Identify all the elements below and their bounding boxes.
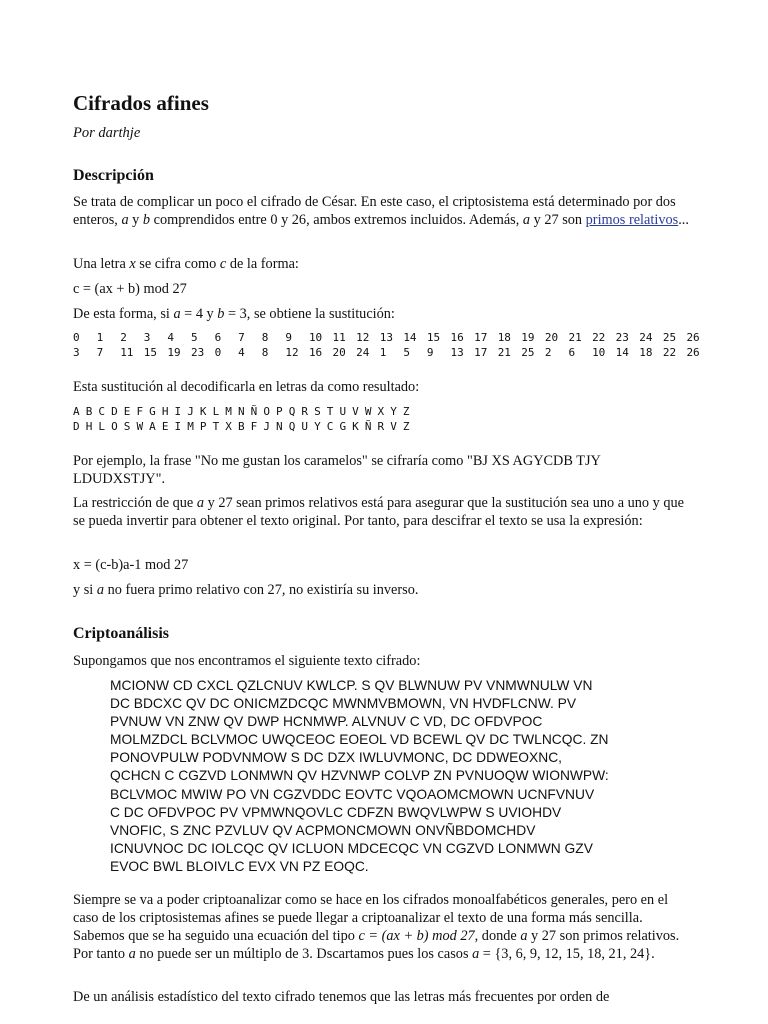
analysis-paragraph: Siempre se va a poder criptoanalizar como se hace en los cifrados monoalfabéticos generales, pero en el caso de los criptosistemas afines se puede llegar a criptoanalizar el texto de una forma más sencilla. Sabemos que se ha seguido una ecuación del tipo c = (ax + b) mod 27, donde a y 27 son primos relativos. Por tanto a no puede ser un múltiplo de 3. Dscartamos pues los casos a = {3, 6, 9, 12, 15, 18, 21, 24}. bbox=[73, 892, 680, 962]
number-cell: 19 bbox=[167, 346, 181, 359]
number-cell: 25 bbox=[662, 331, 677, 344]
number-cell: 2 bbox=[544, 346, 552, 359]
number-cell: 18 bbox=[497, 331, 511, 344]
number-cell: 6 bbox=[214, 331, 222, 344]
number-cell: 21 bbox=[568, 331, 582, 344]
letter-cell: D bbox=[73, 420, 80, 433]
letter-cell: N bbox=[237, 405, 245, 418]
number-cell: 3 bbox=[143, 331, 151, 344]
number-cell: 19 bbox=[521, 331, 535, 344]
letter-cell: V bbox=[352, 405, 359, 418]
letter-cell: K bbox=[352, 420, 359, 433]
letter-cell: U bbox=[301, 420, 308, 433]
letter-cell: O bbox=[111, 420, 118, 433]
number-cell: 8 bbox=[261, 331, 269, 344]
letter-cell: E bbox=[161, 420, 169, 433]
ciphertext-line: C DC OFDVPOC PV VPMWNQOVLC CDFZN BWQVLWPW S UVIOHDV bbox=[110, 804, 562, 820]
number-row-plain bbox=[73, 330, 710, 345]
letter-cell: W bbox=[136, 420, 144, 433]
number-cell: 14 bbox=[403, 331, 417, 344]
letter-cell: Ñ bbox=[250, 405, 258, 418]
letter-cell: Q bbox=[288, 405, 296, 418]
number-cell: 4 bbox=[167, 331, 174, 344]
letter-cell: K bbox=[199, 405, 207, 418]
number-cell: 26 bbox=[686, 346, 700, 359]
letter-cell: D bbox=[111, 405, 118, 418]
number-cell: 10 bbox=[308, 331, 323, 344]
ciphertext-intro: Supongamos que nos encontramos el siguiente texto cifrado: bbox=[73, 653, 421, 669]
letter-cell: Z bbox=[402, 405, 410, 418]
number-cell: 22 bbox=[662, 346, 677, 359]
letter-cell: Ñ bbox=[364, 420, 372, 433]
number-cell: 10 bbox=[592, 346, 606, 359]
letter-cell: C bbox=[326, 420, 334, 433]
letter-cell: F bbox=[250, 420, 258, 433]
number-cell: 24 bbox=[356, 346, 370, 359]
number-cell: 25 bbox=[521, 346, 535, 359]
letter-cell: H bbox=[161, 405, 169, 418]
number-cell: 7 bbox=[238, 331, 245, 344]
letter-row-plain bbox=[73, 404, 416, 419]
letter-cell: T bbox=[326, 405, 334, 418]
letter-cell: W bbox=[364, 405, 372, 418]
inverse-note: y si a no fuera primo relativo con 27, no existiría su inverso. bbox=[73, 582, 419, 598]
primos-relativos-link[interactable]: primos relativos bbox=[585, 212, 679, 228]
example-sentence: De esta forma, si a = 4 y b = 3, se obtiene la sustitución: bbox=[73, 306, 395, 322]
number-cell: 20 bbox=[544, 331, 559, 344]
number-cell: 11 bbox=[120, 346, 134, 359]
letter-cell: X bbox=[225, 420, 232, 433]
letter-cell: X bbox=[377, 405, 385, 418]
statistics-paragraph: De un análisis estadístico del texto cifrado tenemos que las letras más frecuentes por orden de bbox=[73, 989, 610, 1005]
letter-cell: G bbox=[339, 420, 347, 433]
number-cell: 2 bbox=[120, 331, 127, 344]
letter-cell: T bbox=[212, 420, 220, 433]
letter-cell: M bbox=[187, 420, 194, 433]
number-cell: 23 bbox=[190, 346, 205, 359]
letter-cell: O bbox=[263, 405, 270, 418]
author-byline: Por darthje bbox=[73, 125, 141, 141]
letter-cell: L bbox=[212, 405, 220, 418]
letter-cell: U bbox=[339, 405, 347, 418]
ciphertext-line: DC BDCXC QV DC ONICMZDCQC MWNMVBMOWN, VN HVDFLCNW. PV bbox=[110, 696, 577, 712]
number-cell: 12 bbox=[356, 331, 370, 344]
cipher-formula: c = (ax + b) mod 27 bbox=[73, 281, 187, 297]
page-title: Cifrados afines bbox=[73, 91, 209, 115]
ciphertext-block bbox=[110, 677, 609, 876]
number-cell: 18 bbox=[639, 346, 653, 359]
letter-cell: H bbox=[85, 420, 93, 433]
letter-cell: J bbox=[187, 405, 194, 418]
letter-cell: L bbox=[98, 420, 105, 433]
letter-cell: M bbox=[225, 405, 232, 418]
ciphertext-line: BCLVMOC MWIW PO VN CGZVDDC EOVTC VQOAOMCMOWN UCNFVNUV bbox=[110, 786, 595, 802]
letter-cell: B bbox=[85, 405, 93, 418]
ciphertext-line: MOLMZDCL BCLVMOC UWQCEOC EOEOL VD BCEWL QV DC TWLNCQC. ZN bbox=[110, 732, 609, 748]
letter-cell: S bbox=[123, 420, 131, 433]
number-cell: 16 bbox=[450, 331, 464, 344]
letter-cell: V bbox=[390, 420, 397, 433]
letter-cell: R bbox=[377, 420, 385, 433]
number-cell: 13 bbox=[450, 346, 464, 359]
number-cell: 3 bbox=[73, 346, 80, 359]
number-cell: 7 bbox=[96, 346, 104, 359]
letter-cell: F bbox=[136, 405, 144, 418]
letter-cell: A bbox=[149, 420, 156, 433]
number-cell: 1 bbox=[379, 346, 387, 359]
ciphertext-line: PONOVPULW PODVNMOW S DC DZX IWLUVMONC, DC DDWEOXNC, bbox=[110, 750, 562, 766]
letter-cell: G bbox=[149, 405, 156, 418]
number-cell: 24 bbox=[639, 331, 653, 344]
letter-cell: S bbox=[314, 405, 321, 418]
number-row-cipher bbox=[73, 345, 710, 360]
number-cell: 4 bbox=[238, 346, 245, 359]
letter-cell: A bbox=[73, 405, 80, 418]
letter-cell: Y bbox=[390, 405, 397, 418]
number-cell: 8 bbox=[261, 346, 269, 359]
substitution-letter-table bbox=[73, 404, 416, 434]
ciphertext-line: ICNUVNOC DC IOLCQC QV ICLUON MDCECQC VN CGZVD LONMWN GZV bbox=[110, 840, 593, 856]
section-heading-criptoanalisis: Criptoanálisis bbox=[73, 625, 170, 642]
ciphertext-line: MCIONW CD CXCL QZLCNUV KWLCP. S QV BLWNUW PV VNMWNULW VN bbox=[110, 678, 593, 693]
substitution-number-table bbox=[73, 330, 710, 360]
number-cell: 9 bbox=[285, 331, 292, 344]
number-cell: 1 bbox=[96, 331, 104, 344]
number-cell: 16 bbox=[308, 346, 323, 359]
section-heading-descripcion: Descripción bbox=[73, 167, 154, 184]
number-cell: 22 bbox=[592, 331, 606, 344]
letter-cell: J bbox=[263, 420, 270, 433]
number-cell: 0 bbox=[214, 346, 222, 359]
letter-cell: Q bbox=[288, 420, 296, 433]
number-cell: 6 bbox=[568, 346, 576, 359]
letter-cell: P bbox=[199, 420, 207, 433]
number-cell: 15 bbox=[143, 346, 158, 359]
intro-paragraph: Se trata de complicar un poco el cifrado de César. En este caso, el criptosistema está determinado por dos enteros, a y b comprendidos entre 0 y 26, ambos extremos incluidos. Además, a y 27 son primos relativos... bbox=[73, 194, 689, 228]
number-cell: 15 bbox=[426, 331, 441, 344]
number-cell: 12 bbox=[285, 346, 299, 359]
number-cell: 9 bbox=[426, 346, 434, 359]
number-cell: 23 bbox=[615, 331, 629, 344]
number-cell: 11 bbox=[332, 331, 346, 344]
letter-cell: P bbox=[276, 405, 283, 418]
letter-cell: I bbox=[174, 405, 182, 418]
letter-cell: Z bbox=[402, 420, 410, 433]
number-cell: 0 bbox=[73, 331, 80, 344]
number-cell: 17 bbox=[474, 346, 488, 359]
decode-sentence: Esta sustitución al decodificarla en letras da como resultado: bbox=[73, 379, 420, 395]
letter-row-cipher bbox=[73, 419, 416, 434]
letter-cipher-sentence: Una letra x se cifra como c de la forma: bbox=[73, 256, 299, 272]
letter-cell: B bbox=[237, 420, 245, 433]
letter-cell: E bbox=[123, 405, 131, 418]
ciphertext-line: QCHCN C CGZVD LONMWN QV HZVNWP COLVP ZN PVNUOQW WIONWPW: bbox=[110, 768, 609, 784]
ciphertext-line: VNOFIC, S ZNC PZVLUV QV ACPMONCMOWN ONVÑBDOMCHDV bbox=[110, 822, 536, 838]
letter-cell: R bbox=[301, 405, 308, 418]
number-cell: 5 bbox=[190, 331, 198, 344]
ciphertext-line: EVOC BWL BLOIVLC EVX VN PZ EOQC. bbox=[110, 858, 369, 874]
restriction-paragraph: La restricción de que a y 27 sean primos relativos está para asegurar que la sustitución sea uno a uno y que se pueda invertir para obtener el texto original. Por tanto, para descifrar el texto se usa la expresión: bbox=[73, 495, 685, 529]
letter-cell: C bbox=[98, 405, 105, 418]
number-cell: 14 bbox=[615, 346, 629, 359]
letter-cell: N bbox=[276, 420, 283, 433]
letter-cell: Y bbox=[314, 420, 321, 433]
number-cell: 13 bbox=[379, 331, 393, 344]
phrase-example-paragraph: Por ejemplo, la frase "No me gustan los caramelos" se cifraría como "BJ XS AGYCDB TJY LDUDXSTJY". bbox=[73, 453, 601, 487]
number-cell: 17 bbox=[474, 331, 488, 344]
ciphertext-line: PVNUW VN ZNW QV DWP HCNMWP. ALVNUV C VD, DC OFDVPOC bbox=[110, 714, 543, 730]
inverse-formula: x = (c-b)a-1 mod 27 bbox=[73, 557, 189, 573]
letter-cell: I bbox=[174, 420, 182, 433]
number-cell: 26 bbox=[686, 331, 700, 344]
number-cell: 5 bbox=[403, 346, 410, 359]
number-cell: 20 bbox=[332, 346, 346, 359]
number-cell: 21 bbox=[497, 346, 511, 359]
